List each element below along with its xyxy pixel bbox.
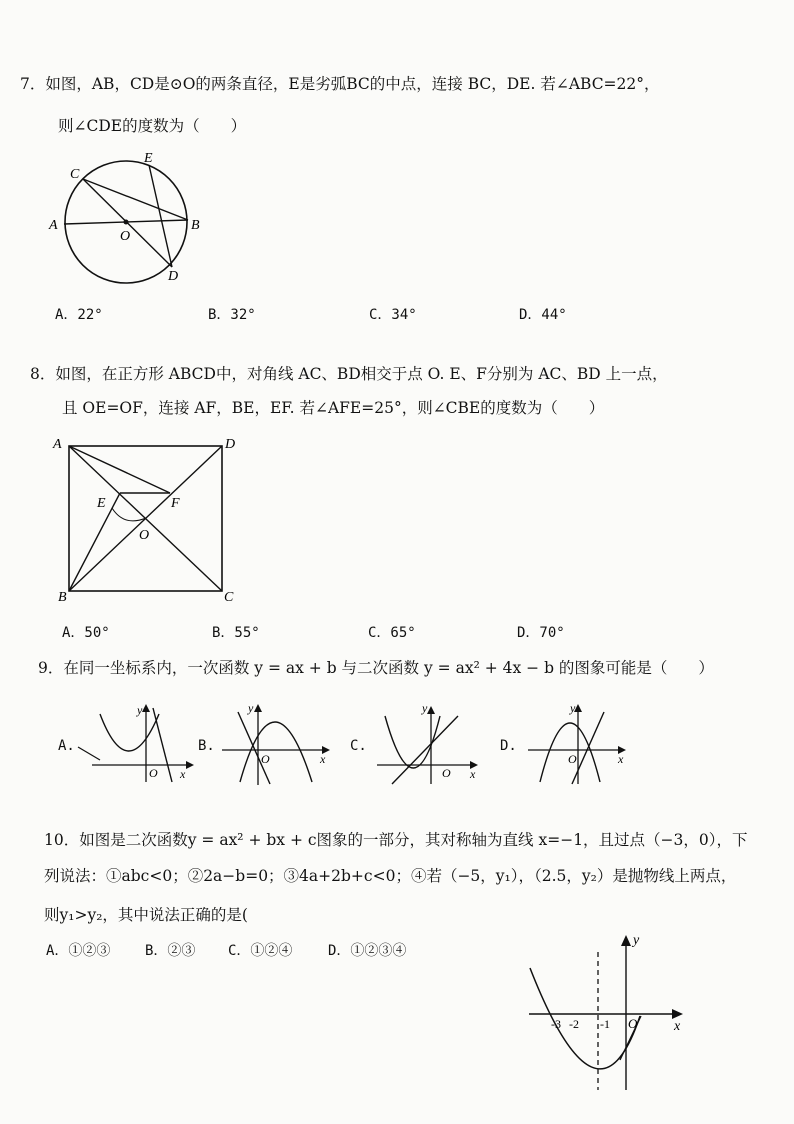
q10-option-d[interactable]: D．①②③④ <box>328 943 407 959</box>
svg-text:y: y <box>633 933 640 948</box>
q8-stem-line2: 且 OE=OF，连接 AF，BE，EF. 若∠AFE=25°，则∠CBE的度数为（ ） <box>62 399 605 417</box>
svg-text:x: x <box>618 752 624 766</box>
q10-stem-line1: 10．如图是二次函数y = ax² + bx + c图象的一部分，其对称轴为直线 x=−1，且过点（−3，0），下 <box>44 831 748 849</box>
q8-label-o: O <box>139 528 150 543</box>
q7-label-d: D <box>168 269 179 284</box>
svg-text:y: y <box>422 701 428 715</box>
q9-option-b-label[interactable]: B. <box>198 738 215 754</box>
q10-option-a[interactable]: A．①②③ <box>46 943 111 959</box>
q7-center-dot <box>124 220 129 225</box>
svg-text:-3: -3 <box>551 1017 561 1031</box>
q9-option-a-label[interactable]: A. <box>58 738 75 754</box>
q8-option-c[interactable]: C．65° <box>368 625 416 641</box>
q9-graph-d[interactable] <box>520 700 635 785</box>
q8-label-e: E <box>97 496 106 511</box>
q8-label-a: A <box>53 437 62 452</box>
q8-label-d: D <box>225 437 236 452</box>
q7-stem-line1: 7．如图，AB，CD是⊙O的两条直径，E是劣弧BC的中点，连接 BC，DE. 若∠ABC=22°， <box>20 75 660 93</box>
svg-text:O: O <box>568 752 577 766</box>
q10-option-b[interactable]: B．②③ <box>145 943 196 959</box>
svg-text:y: y <box>248 701 254 715</box>
q8-option-a[interactable]: A．50° <box>62 625 110 641</box>
q8-segment-be <box>69 493 120 591</box>
q7-option-d[interactable]: D．44° <box>519 307 567 323</box>
q7-chord-bc <box>83 179 188 220</box>
svg-text:y: y <box>570 701 576 715</box>
q7-option-c[interactable]: C．34° <box>369 307 417 323</box>
q8-segment-af <box>69 446 170 493</box>
svg-text:-2: -2 <box>569 1017 579 1031</box>
q7-option-b[interactable]: B．32° <box>208 307 256 323</box>
q8-label-f: F <box>171 496 180 511</box>
q10-option-c[interactable]: C．①②④ <box>228 943 293 959</box>
svg-text:O: O <box>149 766 158 780</box>
q7-chord-de <box>149 165 172 267</box>
q7-label-o: O <box>120 229 131 244</box>
q7-option-a[interactable]: A．22° <box>55 307 103 323</box>
q10-stem-line3: 则y₁>y₂，其中说法正确的是( <box>44 906 248 924</box>
q7-label-a: A <box>49 218 58 233</box>
q9-graph-c[interactable] <box>370 700 485 785</box>
q8-stem-line1: 8．如图，在正方形 ABCD中，对角线 AC、BD相交于点 O. E、F分别为 AC、BD 上一点， <box>30 365 668 383</box>
q8-option-b[interactable]: B．55° <box>212 625 260 641</box>
svg-text:x: x <box>674 1019 681 1034</box>
q9-stem-line1: 9．在同一坐标系内，一次函数 y = ax + b 与二次函数 y = ax² + 4x − b 的图象可能是（ ） <box>38 659 714 677</box>
q7-label-b: B <box>191 218 200 233</box>
q10-parabola-graph <box>525 928 690 1093</box>
svg-text:x: x <box>180 767 186 781</box>
q10-stem-line2: 列说法：①abc<0；②2a−b=0；③4a+2b+c<0；④若（−5，y₁），（2.5，y₂）是抛物线上两点， <box>44 867 737 885</box>
q8-square-figure <box>50 432 240 607</box>
q8-label-b: B <box>58 590 67 605</box>
q9-option-c-label[interactable]: C. <box>350 738 367 754</box>
svg-text:O: O <box>261 752 270 766</box>
q9-graph-b[interactable] <box>210 700 340 785</box>
svg-text:-1: -1 <box>600 1017 610 1031</box>
svg-text:O: O <box>442 766 451 780</box>
q7-stem-line2: 则∠CDE的度数为（ ） <box>58 117 247 135</box>
q8-option-d[interactable]: D．70° <box>517 625 565 641</box>
q9-graph-a[interactable] <box>68 700 198 782</box>
q7-label-c: C <box>70 167 80 182</box>
q9-option-d-label[interactable]: D. <box>500 738 517 754</box>
q7-circle-figure <box>45 150 205 284</box>
svg-text:x: x <box>320 752 326 766</box>
q8-label-c: C <box>224 590 234 605</box>
svg-text:x: x <box>470 767 476 781</box>
svg-text:O: O <box>628 1016 638 1031</box>
q7-label-e: E <box>144 151 153 166</box>
svg-text:y: y <box>137 703 143 717</box>
